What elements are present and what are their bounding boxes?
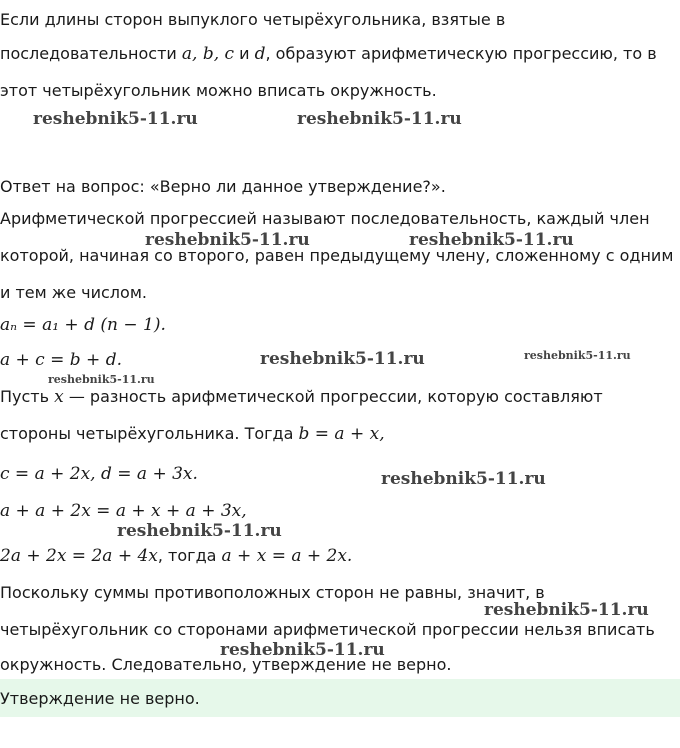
let-post: — разность арифметической прогрессии, которую составляют <box>63 387 603 406</box>
definition-line-3: и тем же числом. <box>0 283 147 302</box>
watermark: reshebnik5-11.ru <box>409 230 574 250</box>
watermark: reshebnik5-11.ru <box>381 469 546 489</box>
formula-simplified <box>0 545 352 567</box>
sides-formula: b = a + x, <box>298 424 385 444</box>
sides-line <box>0 423 385 445</box>
watermark: reshebnik5-11.ru <box>33 109 198 129</box>
sides-pre: стороны четырёхугольника. Тогда <box>0 424 299 443</box>
formula-simplified-left: 2a + 2x = 2a + 4x <box>0 546 158 566</box>
watermark: reshebnik5-11.ru <box>117 521 282 541</box>
watermark: reshebnik5-11.ru <box>145 230 310 250</box>
problem-line-1: Если длины сторон выпуклого четырёхугольника, взятые в <box>0 10 506 29</box>
watermark: reshebnik5-11.ru <box>297 109 462 129</box>
problem-vars: a, b, c <box>181 44 235 64</box>
problem-var-d: d <box>254 44 266 64</box>
let-var-x: x <box>54 387 64 407</box>
let-line <box>0 386 603 408</box>
formula-sum-sides: a + a + 2x = a + x + a + 3x, <box>0 501 247 521</box>
formula-arith-term: aₙ = a₁ + d (n − 1). <box>0 315 166 335</box>
watermark: reshebnik5-11.ru <box>220 640 385 660</box>
definition-line-1: Арифметической прогрессией называют последовательность, каждый член <box>0 209 650 228</box>
answer-text: Утверждение не верно. <box>0 689 200 708</box>
problem-and: и <box>234 44 255 63</box>
definition-line-2: которой, начиная со второго, равен предыдущему члену, сложенному с одним <box>0 246 674 265</box>
watermark-small: reshebnik5-11.ru <box>524 349 631 362</box>
watermark-small: reshebnik5-11.ru <box>48 373 155 386</box>
problem-line-2-post: , образуют арифметическую прогрессию, то в <box>265 44 657 63</box>
conclusion-line-3: окружность. Следовательно, утверждение не верно. <box>0 655 452 674</box>
problem-line-2-pre: последовательности <box>0 44 182 63</box>
problem-line-3: этот четырёхугольник можно вписать окружность. <box>0 81 437 100</box>
formula-c-d: c = a + 2x, d = a + 3x. <box>0 464 198 484</box>
formula-simplified-right: a + x = a + 2x. <box>221 546 353 566</box>
let-pre: Пусть <box>0 387 55 406</box>
answer-intro: Ответ на вопрос: «Верно ли данное утверждение?». <box>0 177 446 196</box>
conclusion-line-1: Поскольку суммы противоположных сторон не равны, значит, в <box>0 583 545 602</box>
conclusion-line-2: четырёхугольник со сторонами арифметической прогрессии нельзя вписать <box>0 620 655 639</box>
watermark: reshebnik5-11.ru <box>260 349 425 369</box>
formula-simplified-text: , тогда <box>157 546 222 565</box>
formula-sum-equality: a + c = b + d. <box>0 350 122 370</box>
watermark: reshebnik5-11.ru <box>484 600 649 620</box>
problem-line-2 <box>0 43 657 65</box>
